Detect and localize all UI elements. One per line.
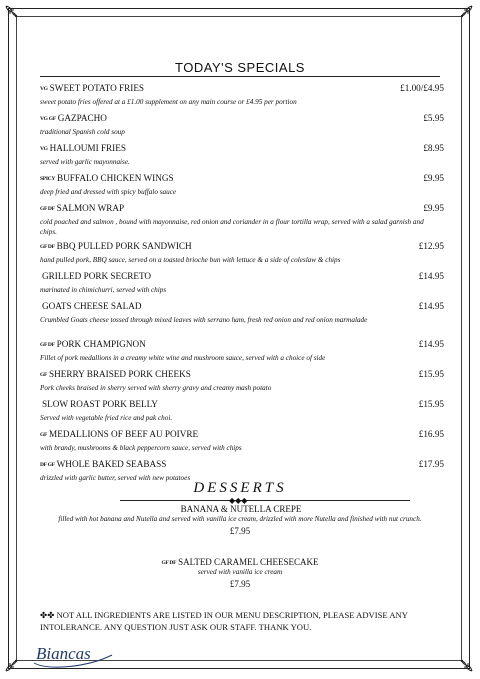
corner-flourish-icon xyxy=(450,4,474,28)
menu-item xyxy=(40,83,444,113)
item-price: £17.95 xyxy=(418,459,444,469)
item-price: £14.95 xyxy=(418,271,444,281)
flower-icon: ✤✤ xyxy=(40,610,55,620)
item-price: £15.95 xyxy=(418,399,444,409)
dietary-tag-icon: DF GF xyxy=(40,462,55,468)
menu-item xyxy=(40,399,444,429)
item-name: HALLOUMI FRIES xyxy=(49,143,126,153)
dietary-tag-icon: VG xyxy=(40,86,48,92)
menu-item xyxy=(40,301,444,339)
menu-item xyxy=(40,369,444,399)
item-description: hand pulled pork, BBQ sauce, served on a toasted brioche bun with lettuce & a side of coleslaw & chips xyxy=(40,256,341,264)
item-description: served with garlic mayonnaise. xyxy=(40,158,130,166)
item-price: £15.95 xyxy=(418,369,444,379)
item-description: Pork cheeks braised in sherry served with sherry gravy and creamy mash potato xyxy=(40,384,272,392)
specials-list xyxy=(40,83,444,489)
item-description: drizzled with garlic butter, served with new potatoes xyxy=(40,474,191,482)
item-description: sweet potato fries offered at a £1.00 supplement on any main course or £4.95 per portion xyxy=(40,98,297,106)
dietary-tag-icon: VG GF xyxy=(40,116,56,122)
dietary-tag-icon: GF DF xyxy=(40,244,55,250)
dietary-tag-icon: GF xyxy=(40,432,48,438)
page-title: TODAY'S SPECIALS xyxy=(175,60,305,75)
dessert-item xyxy=(40,504,440,536)
item-name: SALMON WRAP xyxy=(56,203,125,213)
dietary-tag-icon: GF DF xyxy=(40,206,55,212)
item-name: BUFFALO CHICKEN WINGS xyxy=(57,173,174,183)
dessert-description: filled with hot banana and Nutella and served with vanilla ice cream, drizzled with more Nutella and finished with nut crunch. xyxy=(58,515,422,523)
item-price: £16.95 xyxy=(418,429,444,439)
item-name: GOATS CHEESE SALAD xyxy=(42,301,142,311)
item-description: cold poached and salmon , bound with mayonnaise, red onion and coriander in a flour tortilla wrap, served with a salad garnish and chips. xyxy=(40,218,424,236)
dietary-tag-icon: VG xyxy=(40,146,48,152)
allergy-notice xyxy=(40,609,440,633)
item-price: £14.95 xyxy=(418,339,444,349)
spicy-tag-icon: SPICY xyxy=(40,176,56,182)
title-divider xyxy=(40,76,440,77)
allergy-notice-text: NOT ALL INGREDIENTS ARE LISTED IN OUR MENU DESCRIPTION, PLEASE ADVISE ANY INTOLERANCE. ANY QUESTION JUST ASK OUR STAFF. THANK YOU. xyxy=(40,610,408,632)
brand-logo xyxy=(28,637,118,669)
dessert-description: served with vanilla ice cream xyxy=(197,568,283,576)
dietary-tag-icon: GF xyxy=(40,372,48,378)
item-name: GAZPACHO xyxy=(57,113,107,123)
menu-item xyxy=(40,203,444,241)
item-description: Served with vegetable fried rice and pak choi. xyxy=(40,414,173,422)
menu-item xyxy=(40,113,444,143)
logo-text: Biancas xyxy=(36,644,91,663)
menu-item xyxy=(40,173,444,203)
corner-flourish-icon xyxy=(4,4,28,28)
item-price: £8.95 xyxy=(423,143,444,153)
item-description: deep fried and dressed with spicy buffalo sauce xyxy=(40,188,177,196)
item-price: £9.95 xyxy=(423,203,444,213)
item-price: £14.95 xyxy=(418,301,444,311)
item-name: SHERRY BRAISED PORK CHEEKS xyxy=(49,369,191,379)
dessert-price: £7.95 xyxy=(229,579,251,589)
item-name: WHOLE BAKED SEABASS xyxy=(56,459,167,469)
item-description: with brandy, mushrooms & black peppercorn sauce, served with chips xyxy=(40,444,242,452)
dessert-name: BANANA & NUTELLA CREPE xyxy=(180,504,302,514)
menu-item xyxy=(40,143,444,173)
item-description: Fillet of pork medallions in a creamy white wine and mushroom sauce, served with a choice of side xyxy=(40,354,326,362)
dessert-price: £7.95 xyxy=(229,526,251,536)
item-description: Crumbled Goats cheese tossed through mixed leaves with serrano ham, fresh red onion and red onion marmalade xyxy=(40,316,368,324)
item-price: £12.95 xyxy=(418,241,444,251)
item-name: PORK CHAMPIGNON xyxy=(56,339,146,349)
desserts-heading: DESSERTS xyxy=(193,480,287,496)
menu-item xyxy=(40,241,444,271)
item-price: £1.00/£4.95 xyxy=(400,83,444,93)
dessert-item xyxy=(40,557,440,589)
desserts-divider xyxy=(120,500,410,501)
item-name: SWEET POTATO FRIES xyxy=(49,83,145,93)
item-price: £9.95 xyxy=(423,173,444,183)
menu-item xyxy=(40,339,444,369)
dietary-tag-icon: GF DF xyxy=(40,342,55,348)
item-name: GRILLED PORK SECRETO xyxy=(42,271,152,281)
item-description: marinated in chimichurri, served with chips xyxy=(40,286,167,294)
item-price: £5.95 xyxy=(423,113,444,123)
item-name: BBQ PULLED PORK SANDWICH xyxy=(56,241,192,251)
item-name: SLOW ROAST PORK BELLY xyxy=(42,399,158,409)
item-description: traditional Spanish cold soup xyxy=(40,128,125,136)
diamond-ornament-icon: ◆◆◆ xyxy=(229,496,248,505)
corner-flourish-icon xyxy=(4,649,28,673)
dietary-tag-icon: GF DF xyxy=(161,560,177,566)
dessert-name: SALTED CARAMEL CHEESECAKE xyxy=(178,557,319,567)
item-name: MEDALLIONS OF BEEF AU POIVRE xyxy=(49,429,199,439)
menu-item xyxy=(40,429,444,459)
corner-flourish-icon xyxy=(450,649,474,673)
menu-item xyxy=(40,271,444,301)
